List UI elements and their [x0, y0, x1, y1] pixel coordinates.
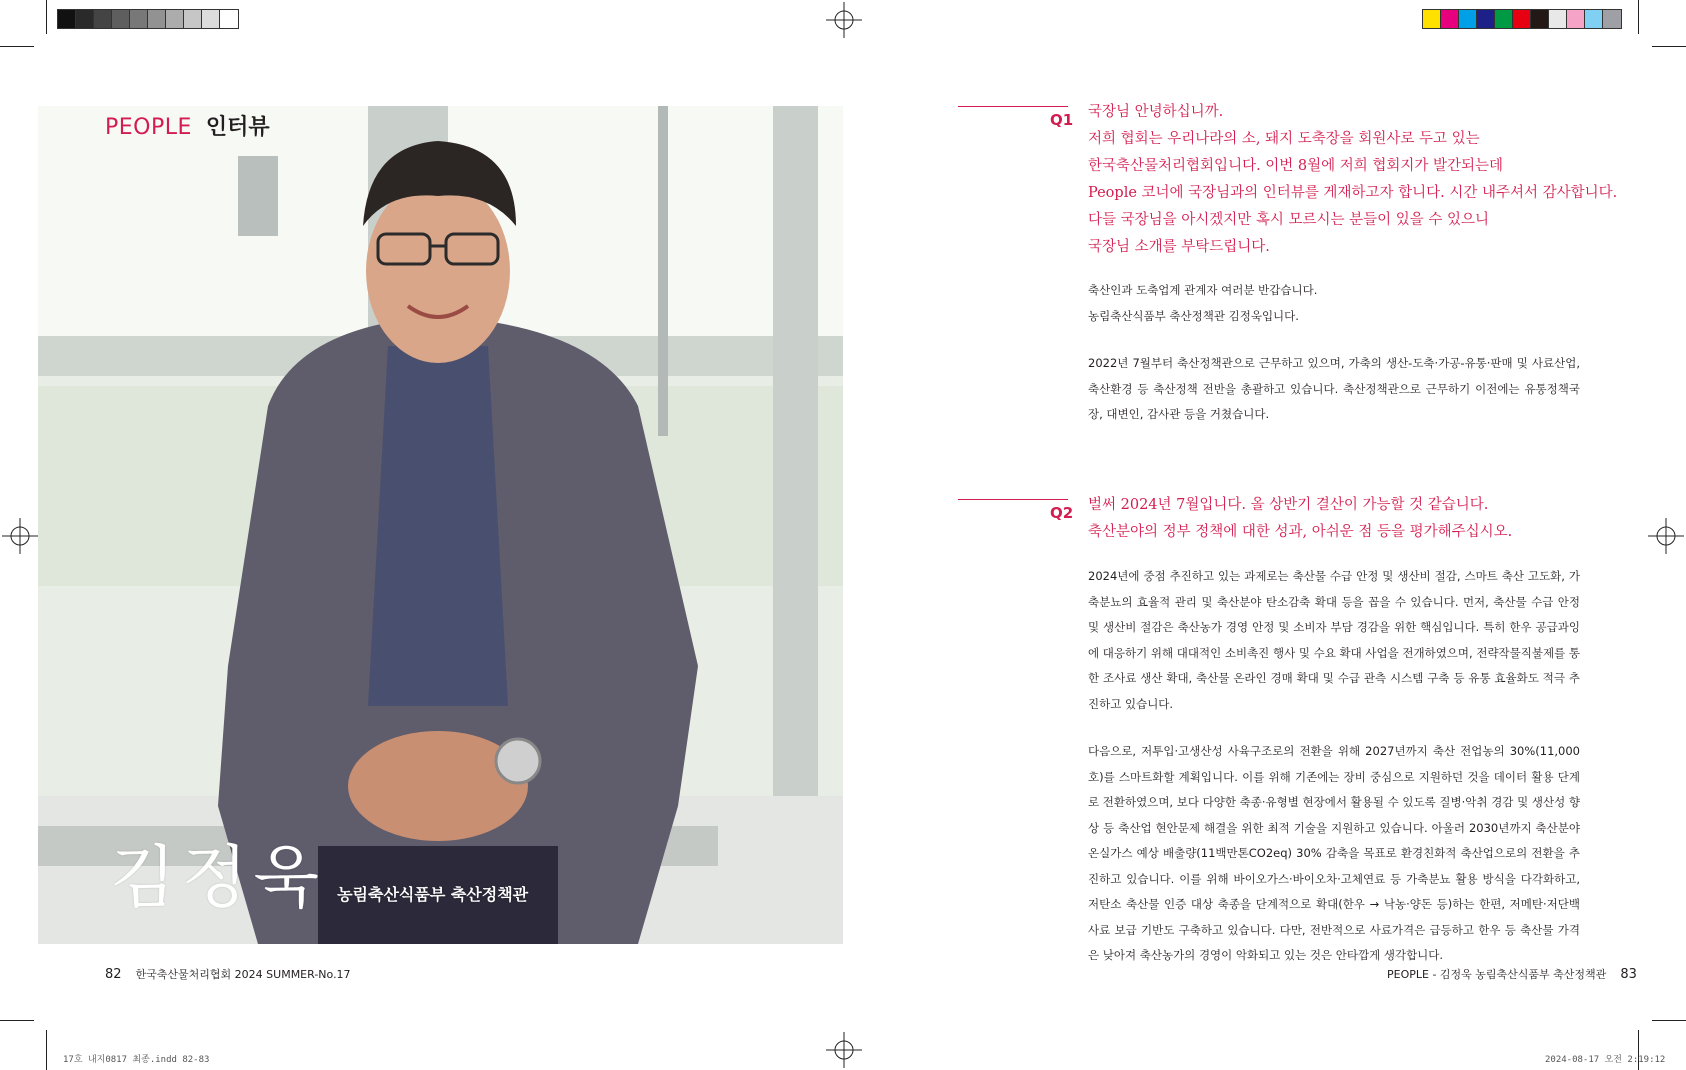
q1-question [1088, 99, 1618, 261]
question-line: 다들 국장님을 아시겠지만 혹시 모르시는 분들이 있을 수 있으니 [1088, 212, 1490, 228]
process-swatch [1477, 10, 1495, 28]
section-label-en: PEOPLE [105, 115, 192, 140]
portrait-photo [38, 106, 843, 944]
right-folio [1387, 966, 1637, 982]
question-line: 축산분야의 정부 정책에 대한 성과, 아쉬운 점 등을 평가해주십시오. [1088, 524, 1513, 540]
interviewee-caption [110, 839, 529, 918]
q2-label: Q2 [1050, 504, 1074, 522]
registration-mark-top [826, 2, 862, 38]
grayscale-swatch [76, 10, 94, 28]
process-swatch [1549, 10, 1567, 28]
folio-text-right: PEOPLE - 김정욱 농림축산식품부 축산정책관 [1387, 968, 1607, 981]
registration-mark-bottom [826, 1032, 862, 1068]
process-swatch [1531, 10, 1549, 28]
process-color-bar [1422, 9, 1622, 29]
answer-paragraph: 축산인과 도축업계 관계자 여러분 반갑습니다. [1088, 283, 1318, 297]
grayscale-swatch [148, 10, 166, 28]
section-header [105, 110, 270, 141]
q1-answer [1088, 278, 1580, 428]
q1-rule [958, 106, 1068, 107]
answer-paragraph: 다음으로, 저투입·고생산성 사육구조로의 전환을 위해 2027년까지 축산 전업농의 30%(11,000호)를 스마트화할 계획입니다. 이를 위해 기존에는 장비 중심으로 지원하던 것을 데이터 활용 단계로 전환하였으며, 보다 다양한 축종·유형별 현장에서 활용될 수 있도록 질병·악취 경감 및 생산성 향상 등 축산업 현안문제 해결을 위한 최적 기술을 지원하고 있습니다. 아울러 2030년까지 축산분야 온실가스 예상 배출량(11백만톤CO2eq) 30% 감축을 목표로 환경친화적 축산업으로의 전환을 추진하고 있습니다. 이를 위해 바이오가스·바이오차·고체연료 등 가축분뇨 활용 방식을 다각화하고, 저탄소 축산물 인증 대상 축종을 단계적으로 확대(한우 → 낙농·양돈 등)하는 한편, 저메탄·저단백 사료 보급 기반도 구축하고 있습니다. 다만, 전반적으로 사료가격은 급등하고 한우 등 축산물 가격은 낮아져 축산농가의 경영이 악화되고 있는 것은 안타깝게 생각합니다. [1088, 744, 1580, 962]
slug-right: 2024-08-17 오전 2:19:12 [1545, 1055, 1666, 1065]
page-number-right: 83 [1620, 967, 1637, 982]
registration-mark-left [2, 518, 38, 554]
grayscale-swatch [130, 10, 148, 28]
question-line: 국장님 소개를 부탁드립니다. [1088, 239, 1270, 255]
slug-left: 17호 내지0817 최종.indd 82-83 [63, 1055, 210, 1065]
q2-answer [1088, 564, 1580, 969]
q2-question [1088, 492, 1588, 546]
grayscale-swatch [202, 10, 220, 28]
process-swatch [1423, 10, 1441, 28]
grayscale-swatch [94, 10, 112, 28]
process-swatch [1603, 10, 1621, 28]
answer-paragraph: 2022년 7월부터 축산정책관으로 근무하고 있으며, 가축의 생산-도축·가공-유통·판매 및 사료산업, 축산환경 등 축산정책 전반을 총괄하고 있습니다. 축산정책관으로 근무하기 이전에는 유통정책국장, 대변인, 감사관 등을 거쳤습니다. [1088, 356, 1580, 421]
question-line: 저희 협회는 우리나라의 소, 돼지 도축장을 회원사로 두고 있는 [1088, 131, 1480, 147]
question-line: 국장님 안녕하십니까. [1088, 104, 1224, 120]
process-swatch [1585, 10, 1603, 28]
process-swatch [1567, 10, 1585, 28]
grayscale-color-bar [57, 9, 239, 29]
section-label-ko: 인터뷰 [205, 115, 270, 140]
q2-rule [958, 499, 1068, 500]
folio-text-left: 한국축산물처리협회 2024 SUMMER-No.17 [135, 968, 351, 981]
process-swatch [1495, 10, 1513, 28]
answer-paragraph: 2024년에 중점 추진하고 있는 과제로는 축산물 수급 안정 및 생산비 절감, 스마트 축산 고도화, 가축분뇨의 효율적 관리 및 축산분야 탄소감축 확대 등을 꼽을 수 있습니다. 먼저, 축산물 수급 안정 및 생산비 절감은 축산농가 경영 안정 및 소비자 부담 경감을 위한 핵심입니다. 특히 한우 공급과잉에 대응하기 위해 대대적인 소비촉진 행사 및 수요 확대 사업을 전개하였으며, 전략작물직불제를 통한 조사료 생산 확대, 축산물 온라인 경매 확대 및 수급 관측 시스템 구축 등 유통 효율화도 적극 추진하고 있습니다. [1088, 569, 1580, 711]
grayscale-swatch [58, 10, 76, 28]
grayscale-swatch [220, 10, 238, 28]
question-line: 벌써 2024년 7월입니다. 올 상반기 결산이 가능할 것 같습니다. [1088, 497, 1489, 513]
question-line: People 코너에 국장님과의 인터뷰를 게재하고자 합니다. 시간 내주셔서 감사합니다. [1088, 185, 1618, 201]
registration-mark-right [1648, 518, 1684, 554]
grayscale-swatch [166, 10, 184, 28]
interviewee-title: 농림축산식품부 축산정책관 [337, 885, 529, 904]
answer-paragraph: 농림축산식품부 축산정책관 김정욱입니다. [1088, 308, 1299, 323]
process-swatch [1459, 10, 1477, 28]
process-swatch [1513, 10, 1531, 28]
grayscale-swatch [184, 10, 202, 28]
left-folio [105, 966, 351, 982]
process-swatch [1441, 10, 1459, 28]
page-number-left: 82 [105, 967, 122, 982]
grayscale-swatch [112, 10, 130, 28]
interviewee-name: 김정욱 [110, 839, 326, 918]
question-line: 한국축산물처리협회입니다. 이번 8월에 저희 협회지가 발간되는데 [1088, 158, 1504, 174]
q1-label: Q1 [1050, 111, 1074, 129]
